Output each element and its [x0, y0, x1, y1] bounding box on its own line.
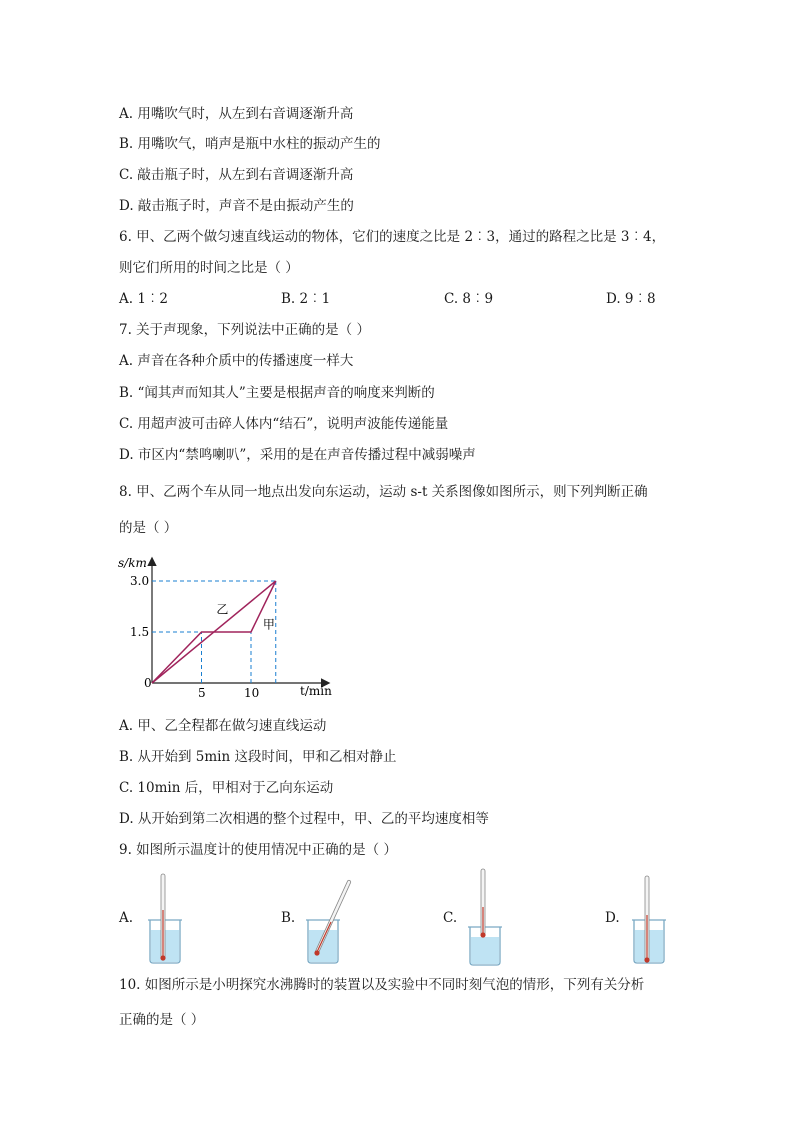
series-label-yi: 乙 [216, 602, 229, 617]
y-tick-label-3.0: 3.0 [130, 574, 150, 588]
q6-option-c: C. 8︰9 [444, 291, 494, 307]
origin-label: 0 [144, 676, 152, 690]
q5-option-d: D. 敲击瓶子时，声音不是由振动产生的 [119, 198, 354, 214]
q7-stem: 7. 关于声现象，下列说法中正确的是（ ） [119, 322, 370, 338]
q10-stem-line1: 10. 如图所示是小明探究水沸腾时的装置以及实验中不同时刻气泡的情形，下列有关分析 [119, 977, 645, 993]
raised-thermometer-icon [465, 867, 505, 967]
q8-option-c: C. 10min 后，甲相对于乙向东运动 [119, 780, 334, 796]
q8-option-a: A. 甲、乙全程都在做匀速直线运动 [119, 718, 327, 734]
x-axis-label: t/min [300, 684, 332, 698]
st-chart [110, 545, 350, 705]
q9-option-b-label: B. [281, 910, 296, 926]
q9-option-c [443, 867, 523, 967]
y-tick-label-1.5: 1.5 [130, 625, 150, 639]
q9-option-d-label: D. [605, 910, 620, 926]
q8-stem-line2: 的是（ ） [119, 520, 178, 536]
q7-option-d: D. 市区内“禁鸣喇叭”，采用的是在声音传播过程中减弱噪声 [119, 447, 476, 463]
q6-option-d: D. 9︰8 [606, 291, 656, 307]
q5-option-c: C. 敲击瓶子时，从左到右音调逐渐升高 [119, 167, 354, 183]
q9-option-c-label: C. [443, 910, 458, 926]
q6-stem-line2: 则它们所用的时间之比是（ ） [119, 260, 299, 276]
thermometer-touching-bottom-icon [629, 870, 669, 965]
q9-option-a-label: A. [119, 910, 134, 926]
q8-option-b: B. 从开始到 5min 这段时间，甲和乙相对静止 [119, 749, 397, 765]
q6-option-b: B. 2︰1 [281, 291, 331, 307]
q7-option-c: C. 用超声波可击碎人体内“结石”，说明声波能传递能量 [119, 416, 449, 432]
q5-option-b: B. 用嘴吹气，哨声是瓶中水柱的振动产生的 [119, 136, 381, 152]
q8-stem-line1: 8. 甲、乙两个车从同一地点出发向东运动，运动 s-t 关系图像如图所示，则下列判断正确 [119, 484, 648, 500]
q7-option-a: A. 声音在各种介质中的传播速度一样大 [119, 353, 354, 369]
q6-stem-line1: 6. 甲、乙两个做匀速直线运动的物体，它们的速度之比是 2︰3，通过的路程之比是 3︰4， [119, 229, 666, 245]
q10-stem-line2: 正确的是（ ） [119, 1012, 205, 1028]
q7-option-b: B. “闻其声而知其人”主要是根据声音的响度来判断的 [119, 385, 435, 401]
q9-stem: 9. 如图所示温度计的使用情况中正确的是（ ） [119, 842, 397, 858]
x-tick-label-5: 5 [198, 686, 206, 700]
series-label-jia: 甲 [262, 617, 275, 632]
q5-option-a: A. 用嘴吹气时，从左到右音调逐渐升高 [119, 106, 354, 122]
x-tick-label-10: 10 [244, 686, 260, 700]
q8-option-d: D. 从开始到第二次相遇的整个过程中，甲、乙的平均速度相等 [119, 811, 489, 827]
y-axis-label: s/km [118, 556, 147, 570]
q9-option-d [605, 870, 675, 965]
thermometer-in-beaker-icon [145, 870, 185, 965]
q9-option-b [281, 870, 361, 965]
tilted-thermometer-icon [305, 870, 355, 965]
q6-option-a: A. 1︰2 [119, 291, 169, 307]
q9-option-a [119, 870, 189, 965]
